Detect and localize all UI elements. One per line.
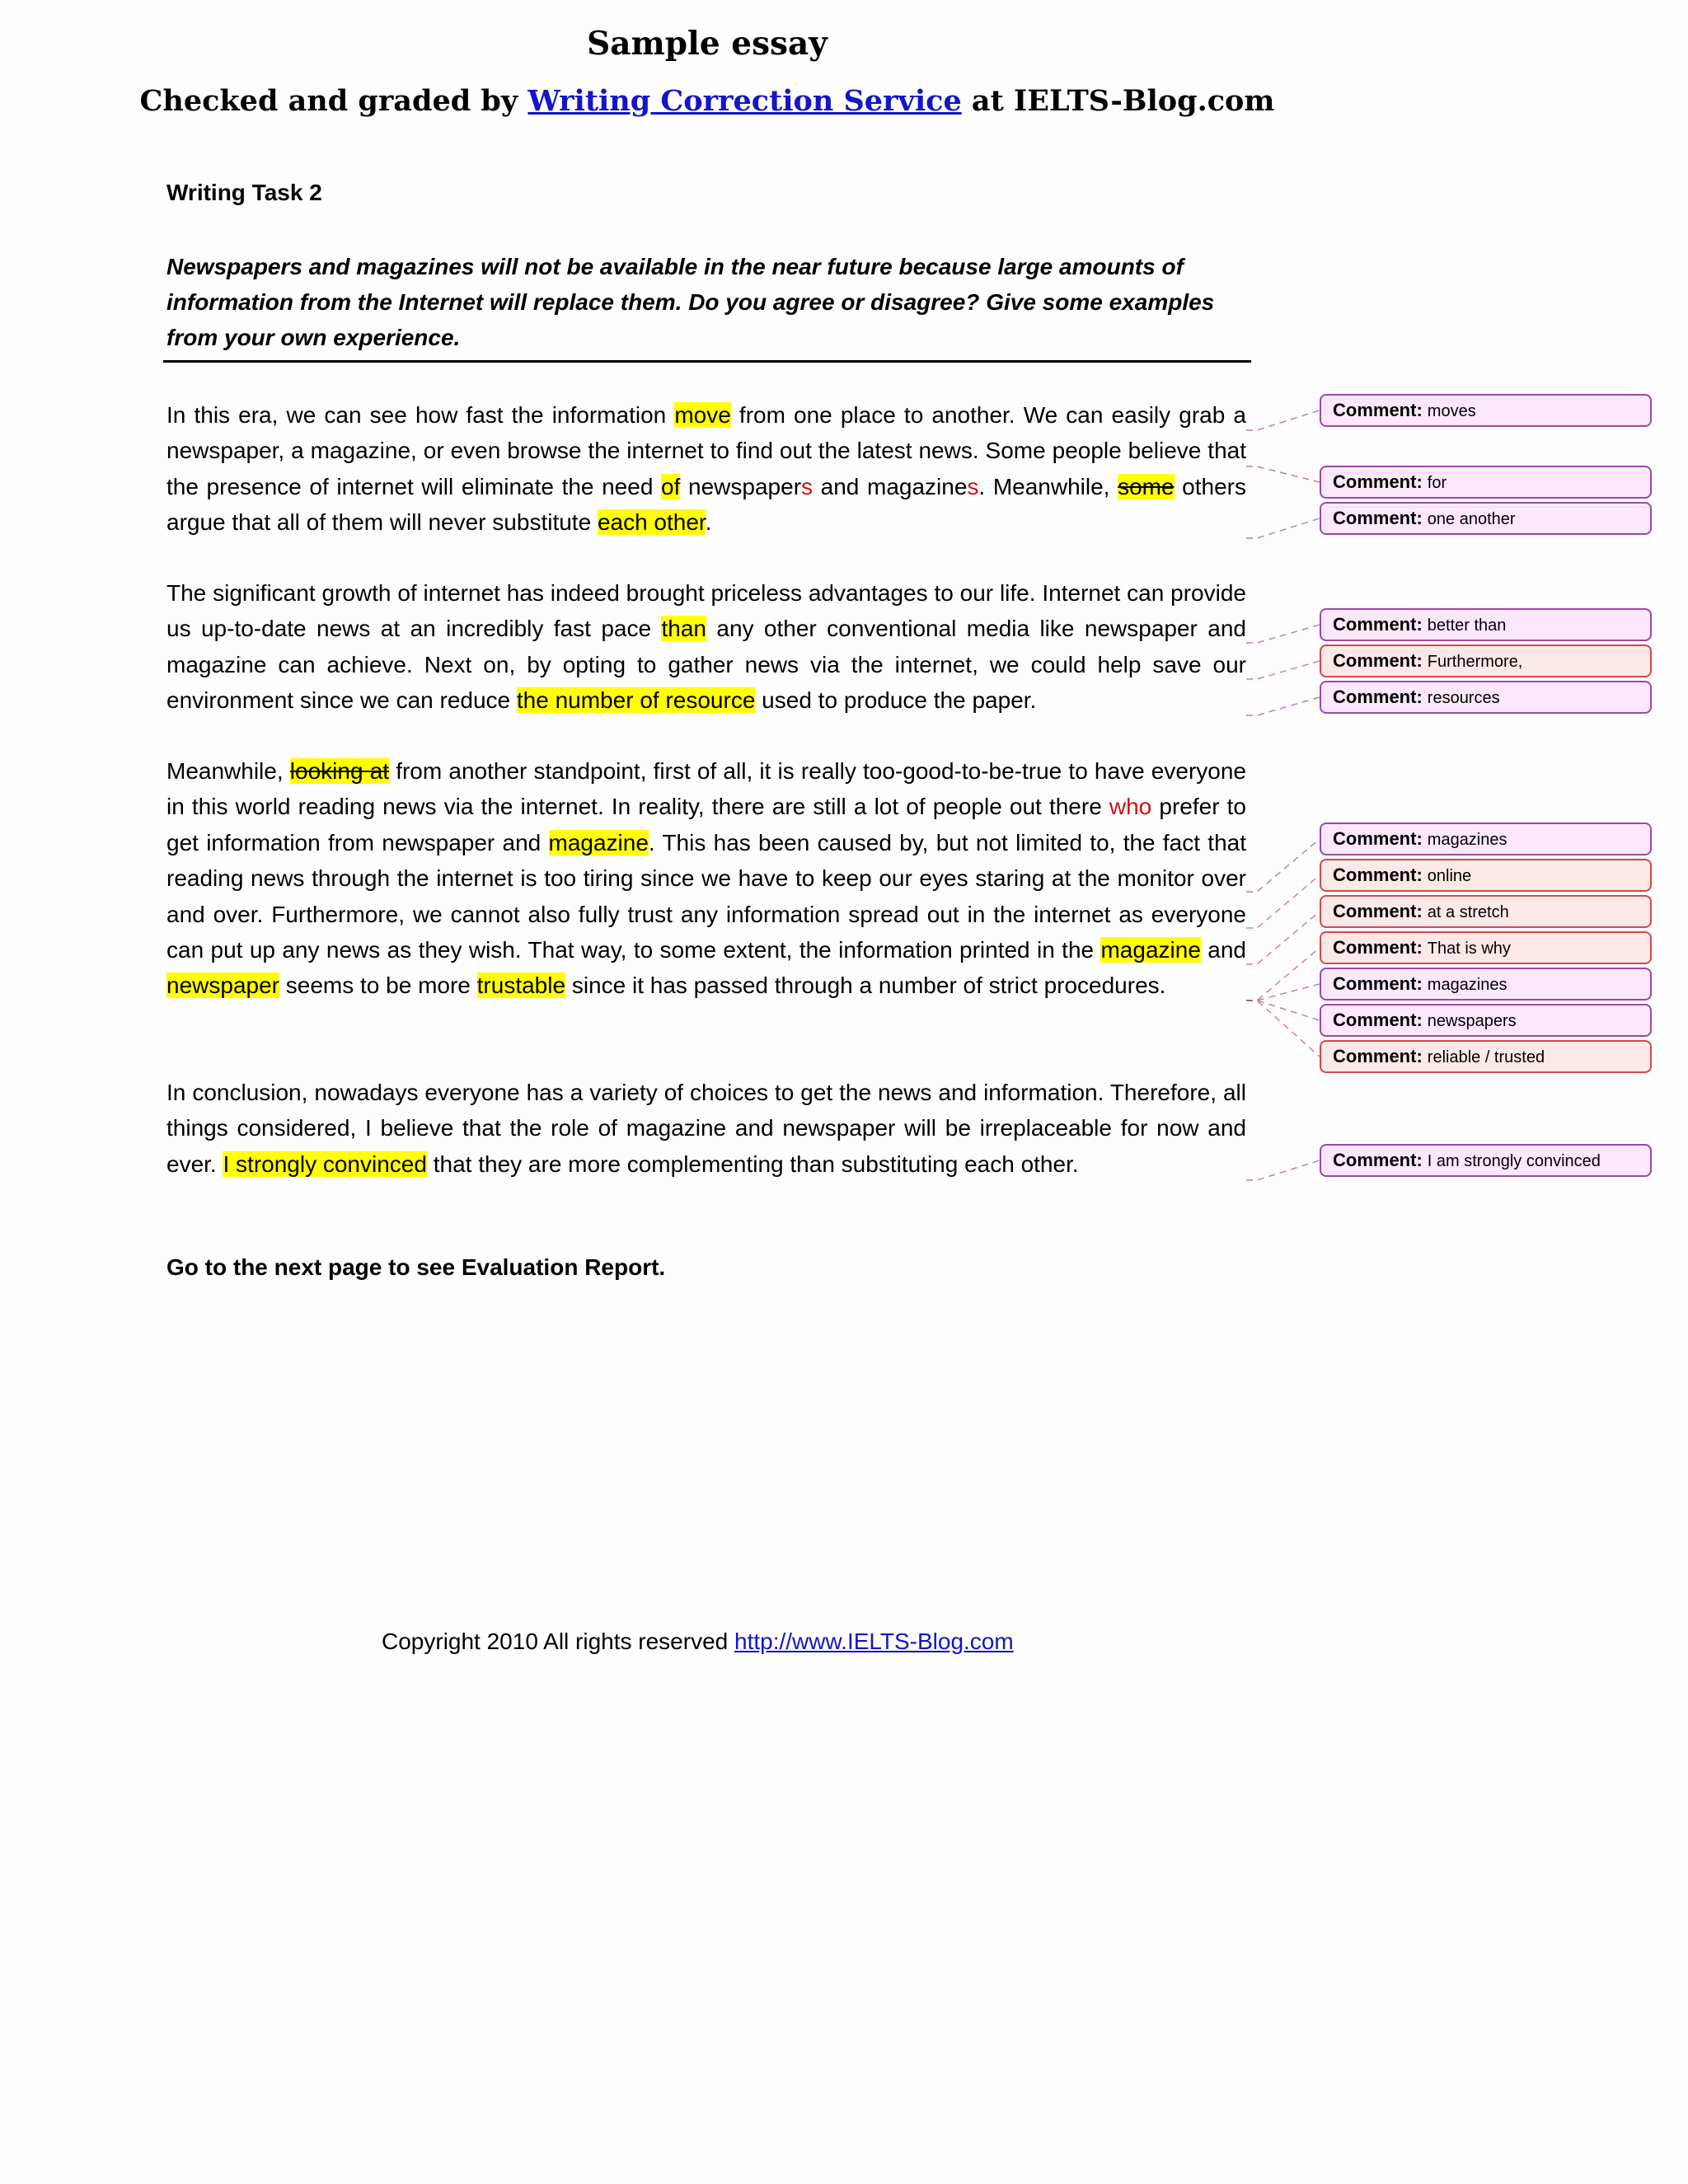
comment-text: magazines xyxy=(1427,831,1507,849)
copyright-text: Copyright 2010 All rights reserved xyxy=(382,1629,734,1654)
comment-text: Furthermore, xyxy=(1427,653,1523,671)
comment-text: That is why xyxy=(1427,940,1511,958)
highlight-newspaper[interactable]: newspaper xyxy=(166,972,279,999)
highlight-move[interactable]: move xyxy=(674,402,731,428)
writing-correction-service-link[interactable]: Writing Correction Service xyxy=(528,84,962,118)
comment-text: online xyxy=(1427,867,1472,885)
comment-balloon[interactable] xyxy=(1320,644,1652,677)
deletion-some[interactable]: some xyxy=(1118,473,1175,499)
text-run: . This has been caused by, but not limited to, the fact that reading news through the internet is too tiring since we have to keep our eyes staring at the monitor over and over. Furthermore, we cannot also fully trust any information spread out in the internet as everyone can put up any news as they wish. That way, to some extent, the information printed in the xyxy=(166,829,1246,963)
comment-leader-line xyxy=(1246,518,1320,538)
text-run: newspaper xyxy=(680,473,802,499)
highlight-each-other[interactable]: each other xyxy=(597,509,706,536)
comment-balloon[interactable] xyxy=(1320,823,1652,855)
comment-balloon[interactable] xyxy=(1320,1004,1652,1037)
comment-leader-line xyxy=(1246,697,1320,715)
comment-balloon[interactable] xyxy=(1320,502,1652,535)
comment-balloon[interactable] xyxy=(1320,1040,1652,1073)
comment-text: one another xyxy=(1427,510,1516,528)
comment-label: Comment: xyxy=(1333,901,1423,921)
comment-leader-line xyxy=(1246,912,1320,964)
comment-text: newspapers xyxy=(1427,1012,1517,1030)
comment-label: Comment: xyxy=(1333,865,1423,885)
comment-leader-line xyxy=(1246,1160,1320,1180)
comment-leader-line xyxy=(1246,875,1320,928)
comment-label: Comment: xyxy=(1333,937,1423,958)
text-run: any other conventional media like newspaper and magazine can achieve. Next on, by opting to gather news via the internet, we could help save our environment since we can reduce xyxy=(166,616,1246,714)
task-prompt: Newspapers and magazines will not be available in the near future because large amounts of information from the Internet will replace them. Do you agree or disagree? Give some examples from your own experience. xyxy=(166,254,1215,350)
text-run: used to produce the paper. xyxy=(755,687,1037,714)
text-run: In conclusion, nowadays everyone has a variety of choices to get the news and information. Therefore, all things considered, I believe that the role of magazine and newspaper will be irreplaceable for now and ever. xyxy=(166,1080,1246,1177)
comment-leader-line xyxy=(1246,625,1320,643)
text-run: In this era, we can see how fast the information xyxy=(166,402,675,428)
comment-leader-line xyxy=(1246,466,1320,482)
highlight-number-of-resource[interactable]: the number of resource xyxy=(516,687,756,714)
comment-leader-line xyxy=(1246,410,1320,430)
comment-text: resources xyxy=(1427,689,1500,707)
comment-leader-line xyxy=(1246,1001,1320,1020)
text-run: and magazine xyxy=(813,473,968,499)
next-page-note: Go to the next page to see Evaluation Report. xyxy=(166,1254,666,1280)
subtitle-suffix: at IELTS-Blog.com xyxy=(961,84,1275,118)
comment-label: Comment: xyxy=(1333,1046,1423,1066)
comment-leader-line xyxy=(1246,948,1320,1001)
comment-label: Comment: xyxy=(1333,828,1423,849)
text-run: prefer to get information from newspaper and xyxy=(166,794,1246,855)
comment-label: Comment: xyxy=(1333,687,1423,707)
insertion-s: s xyxy=(801,473,814,499)
text-run: since it has passed through a number of strict procedures. xyxy=(565,972,1166,999)
text-run: . xyxy=(705,509,712,536)
highlight-than[interactable]: than xyxy=(661,616,706,642)
comment-leader-line xyxy=(1246,984,1320,1001)
comment-text: moves xyxy=(1427,402,1476,420)
text-run: Meanwhile, xyxy=(166,758,290,784)
comment-balloon[interactable] xyxy=(1320,394,1652,427)
highlight-trustable[interactable]: trustable xyxy=(476,972,566,999)
comment-label: Comment: xyxy=(1333,614,1423,635)
subtitle-prefix: Checked and graded by xyxy=(139,84,528,118)
ielts-blog-link[interactable]: http://www.IELTS-Blog.com xyxy=(734,1629,1014,1654)
highlight-magazine[interactable]: magazine xyxy=(548,829,649,855)
comment-label: Comment: xyxy=(1333,1150,1423,1170)
comment-label: Comment: xyxy=(1333,1010,1423,1030)
comment-text: better than xyxy=(1427,616,1507,635)
comment-balloon[interactable] xyxy=(1320,931,1652,964)
comment-label: Comment: xyxy=(1333,508,1423,528)
text-run: and xyxy=(1200,937,1246,963)
insertion-who: who xyxy=(1109,794,1152,820)
comment-balloon[interactable] xyxy=(1320,1144,1652,1177)
comment-text: reliable / trusted xyxy=(1427,1048,1545,1066)
text-run: seems to be more xyxy=(279,972,477,999)
comment-label: Comment: xyxy=(1333,400,1423,420)
text-run: others argue that all of them will never substitute xyxy=(166,473,1246,536)
comment-text: I am strongly convinced xyxy=(1427,1152,1601,1170)
insertion-s: s xyxy=(967,473,979,499)
text-run: from one place to another. We can easily grab a newspaper, a magazine, or even browse the internet to find out the latest news. Some people believe that the presence of internet will eliminate the need xyxy=(166,402,1246,499)
text-run: The significant growth of internet has indeed brought priceless advantages to our life. Internet can provide us up-to-date news at an incredibly fast pace xyxy=(166,580,1246,642)
highlight-magazine-2[interactable]: magazine xyxy=(1100,937,1201,963)
comment-text: magazines xyxy=(1427,976,1507,994)
text-run: . Meanwhile, xyxy=(978,473,1118,499)
comment-balloon[interactable] xyxy=(1320,859,1652,892)
comment-balloon[interactable] xyxy=(1320,968,1652,1001)
highlight-strongly-convinced[interactable]: I strongly convinced xyxy=(223,1151,427,1177)
comment-balloon[interactable] xyxy=(1320,466,1652,499)
document-title: Sample essay xyxy=(587,25,828,63)
comment-leader-line xyxy=(1246,839,1320,892)
text-run: that they are more complementing than substituting each other. xyxy=(426,1151,1079,1177)
comment-label: Comment: xyxy=(1333,973,1423,994)
task-label: Writing Task 2 xyxy=(166,180,322,205)
comment-label: Comment: xyxy=(1333,650,1423,671)
comment-balloon[interactable] xyxy=(1320,608,1652,641)
comment-balloon[interactable] xyxy=(1320,895,1652,928)
deletion-looking-at[interactable]: looking at xyxy=(289,758,390,784)
text-run: from another standpoint, first of all, it is really too-good-to-be-true to have everyone in this world reading news via the internet. In reality, there are still a lot of people out there xyxy=(166,758,1246,820)
comment-balloon[interactable] xyxy=(1320,681,1652,714)
comment-text: for xyxy=(1427,474,1447,492)
comment-text: at a stretch xyxy=(1427,903,1509,921)
comment-leader-line xyxy=(1246,661,1320,679)
comment-label: Comment: xyxy=(1333,471,1423,492)
highlight-of[interactable]: of xyxy=(661,473,681,499)
